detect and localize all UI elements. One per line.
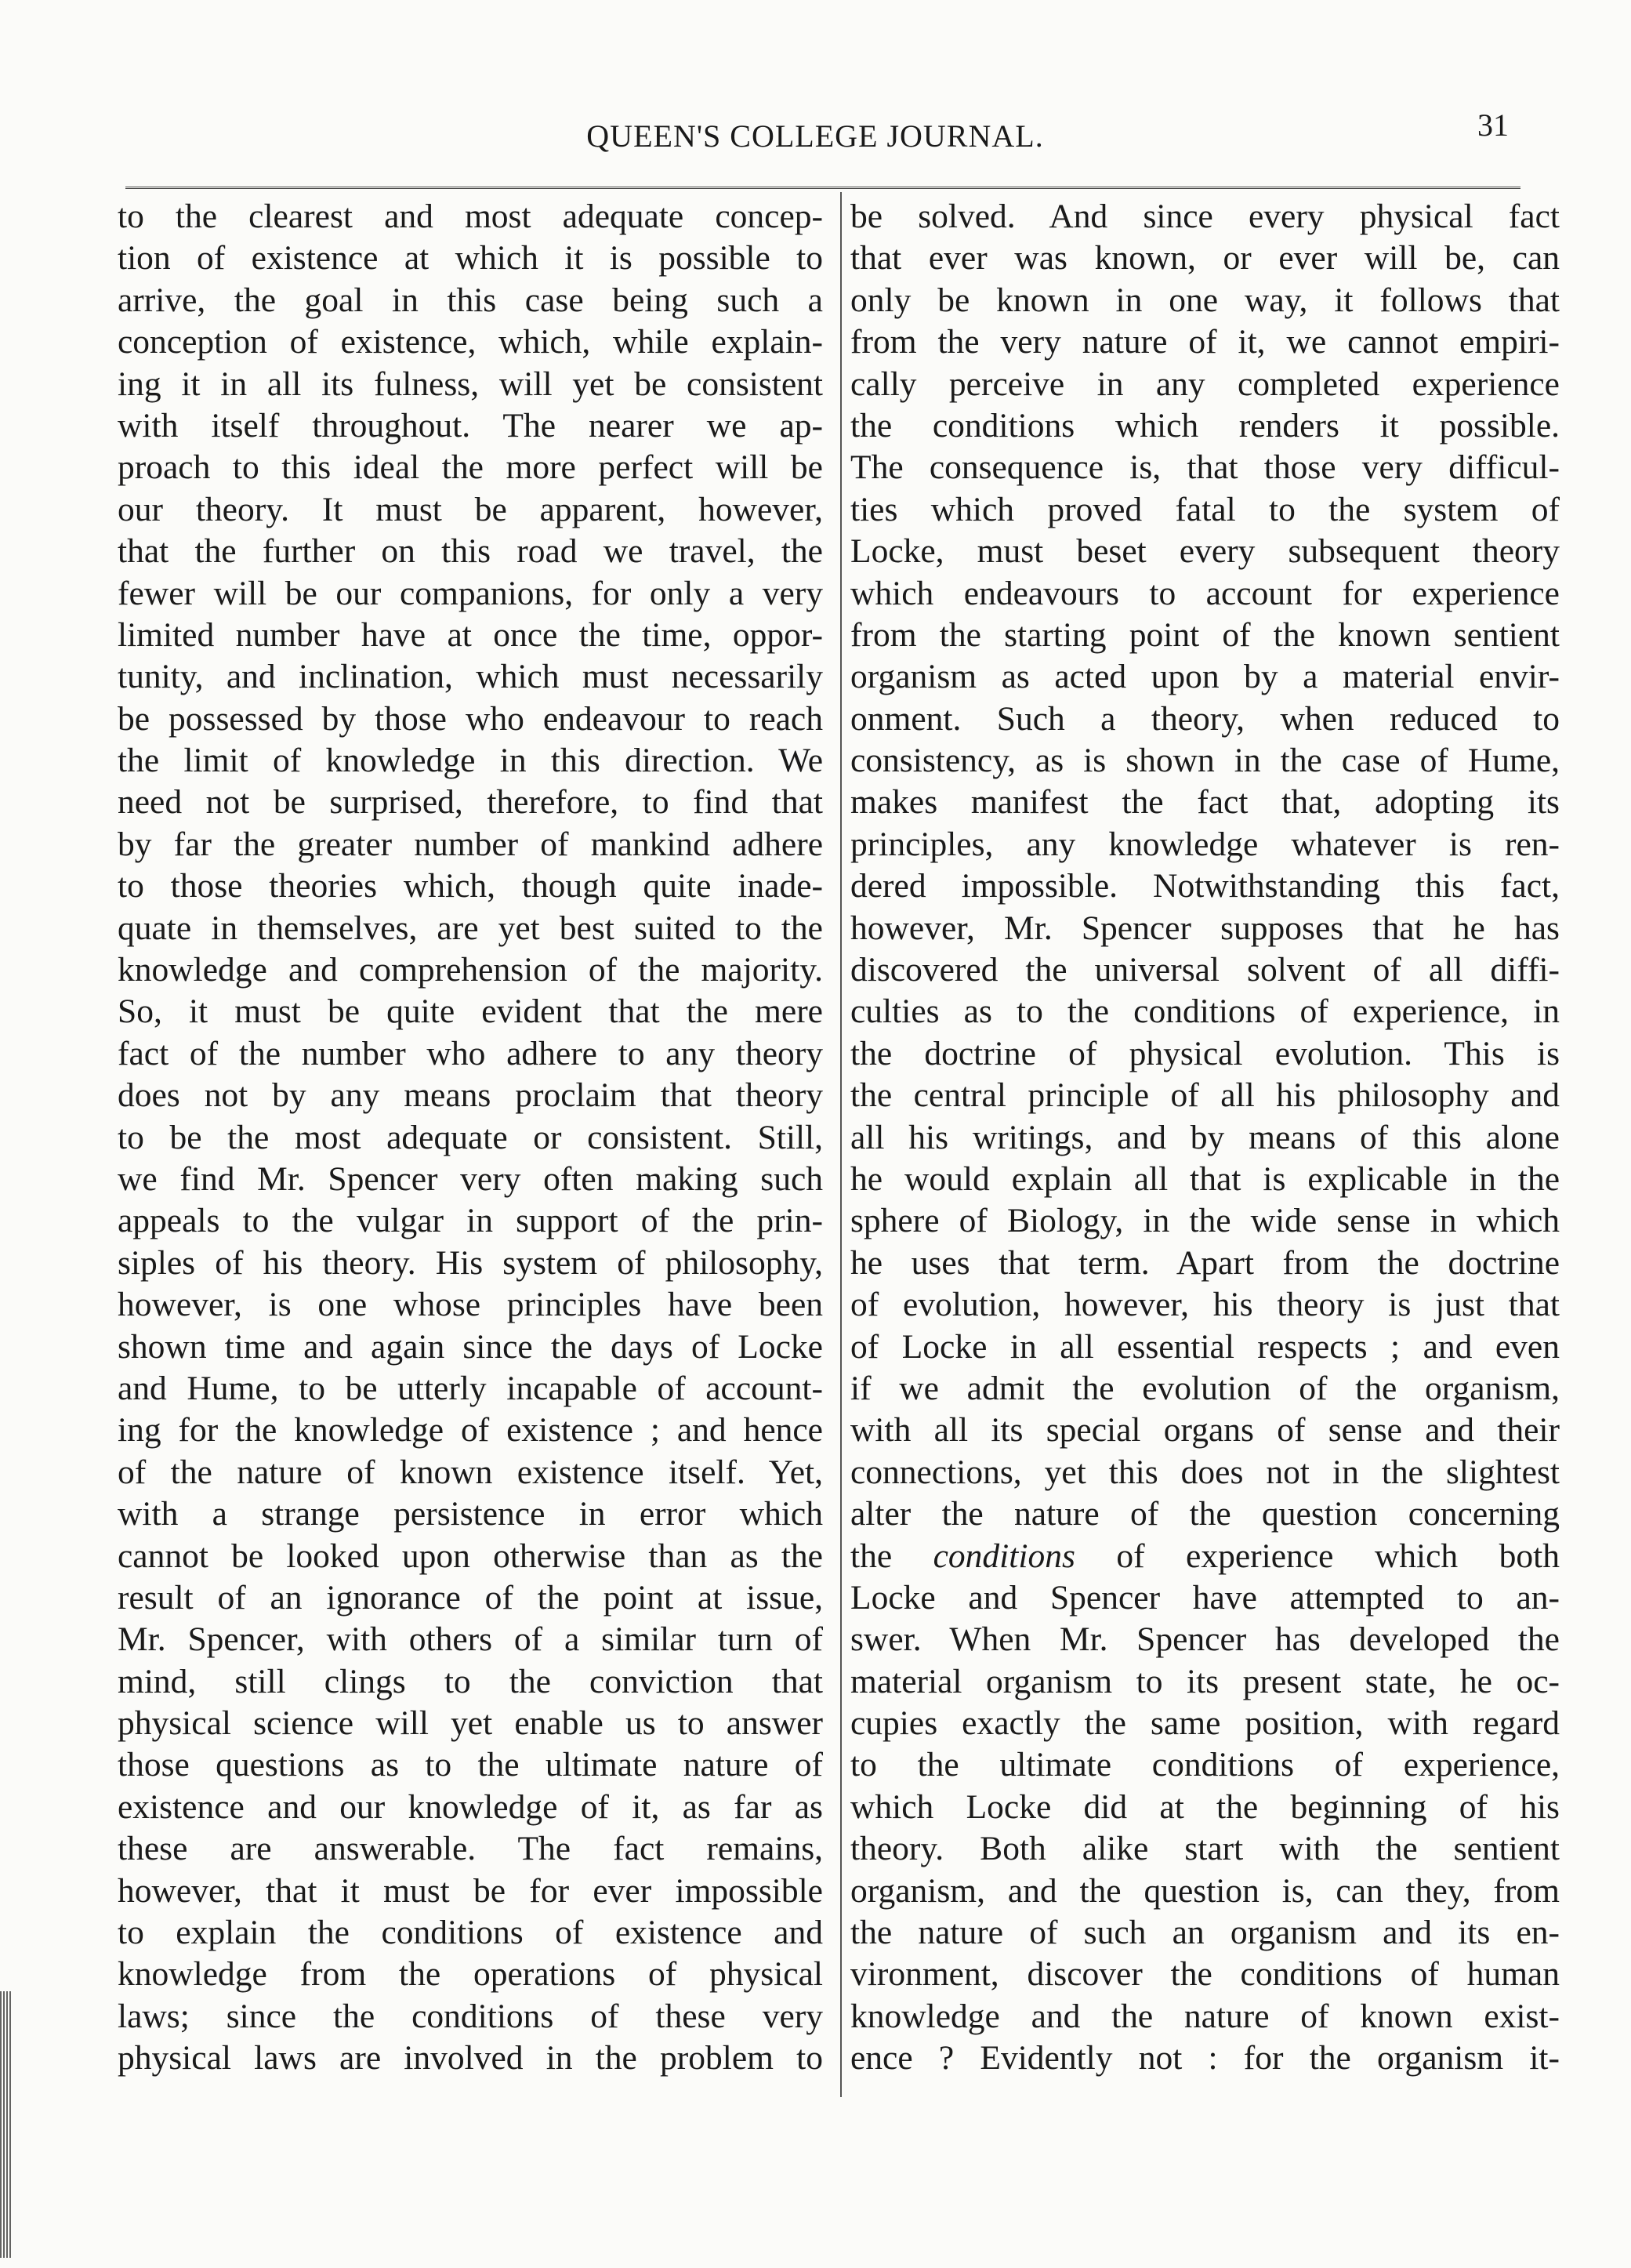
- text-line: with itself throughout. The nearer we ap-: [118, 406, 823, 445]
- text-line: siples of his theory. His system of philosophy,: [118, 1243, 823, 1282]
- text-line: he uses that term. Apart from the doctrine: [850, 1243, 1560, 1282]
- text-line: from the starting point of the known sentient: [850, 615, 1560, 654]
- text-line: Locke and Spencer have attempted to an-: [850, 1578, 1560, 1617]
- text-line: cannot be looked upon otherwise than as the: [118, 1537, 823, 1575]
- text-line: however, is one whose principles have been: [118, 1286, 823, 1324]
- text-line: makes manifest the fact that, adopting its: [850, 783, 1560, 822]
- text-line: appeals to the vulgar in support of the prin-: [118, 1202, 823, 1240]
- text-line: cally perceive in any completed experience: [850, 365, 1560, 403]
- text-line: the nature of such an organism and its en-: [850, 1914, 1560, 1952]
- text-line: need not be surprised, therefore, to find that: [118, 783, 823, 822]
- text-line: The consequence is, that those very difficul-: [850, 448, 1560, 487]
- text-line: however, that it must be for ever impossible: [118, 1871, 823, 1910]
- text-line-with-italic: the conditions of experience which both: [850, 1537, 1560, 1575]
- text-line: principles, any knowledge whatever is ren-: [850, 825, 1560, 863]
- text-line: be solved. And since every physical fact: [850, 198, 1560, 235]
- text-line: existence and our knowledge of it, as far as: [118, 1787, 823, 1826]
- left-column: [118, 196, 823, 2080]
- text-line: these are answerable. The fact remains,: [118, 1830, 823, 1868]
- text-line: ties which proved fatal to the system of: [850, 490, 1560, 528]
- text-line: those questions as to the ultimate nature of: [118, 1746, 823, 1784]
- text-line: with all its special organs of sense and their: [850, 1411, 1560, 1450]
- text-line: that the further on this road we travel, the: [118, 532, 823, 571]
- text-line: to explain the conditions of existence and: [118, 1914, 823, 1952]
- text-line: limited number have at once the time, oppor-: [118, 615, 823, 654]
- text-line: we find Mr. Spencer very often making such: [118, 1159, 823, 1198]
- text-line: only be known in one way, it follows that: [850, 281, 1560, 319]
- text-line: discovered the universal solvent of all diffi-: [850, 951, 1560, 989]
- text-line: quate in themselves, are yet best suited to the: [118, 909, 823, 947]
- text-line: the conditions which renders it possible.: [850, 406, 1560, 445]
- text-line: with a strange persistence in error which: [118, 1495, 823, 1533]
- text-line: vironment, discover the conditions of human: [850, 1955, 1560, 1994]
- text-line: onment. Such a theory, when reduced to: [850, 699, 1560, 738]
- text-line: knowledge and the nature of known exist-: [850, 1997, 1560, 2035]
- text-line: of Locke in all essential respects ; and even: [850, 1327, 1560, 1366]
- text-line: physical laws are involved in the problem to: [118, 2039, 823, 2077]
- text-line: theory. Both alike start with the sentient: [850, 1830, 1560, 1868]
- text-line: laws; since the conditions of these very: [118, 1997, 823, 2035]
- text-line: by far the greater number of mankind adhere: [118, 825, 823, 863]
- text-line: organism as acted upon by a material envir-: [850, 658, 1560, 696]
- text-line: ing it in all its fulness, will yet be consistent: [118, 365, 823, 403]
- text-line: he would explain all that is explicable in the: [850, 1159, 1560, 1198]
- text-line: to the clearest and most adequate concep-: [118, 198, 823, 235]
- text-line: So, it must be quite evident that the mere: [118, 992, 823, 1031]
- text-line: conception of existence, which, while explain-: [118, 323, 823, 361]
- text-line: material organism to its present state, he oc-: [850, 1662, 1560, 1700]
- running-head: QUEEN'S COLLEGE JOURNAL.: [586, 118, 1044, 154]
- text-line: mind, still clings to the conviction that: [118, 1662, 823, 1700]
- text-line: connections, yet this does not in the slightest: [850, 1453, 1560, 1491]
- text-line: be possessed by those who endeavour to reach: [118, 699, 823, 738]
- italic-conditions: conditions: [933, 1537, 1075, 1575]
- text-line: sphere of Biology, in the wide sense in which: [850, 1202, 1560, 1240]
- text-line: fewer will be our companions, for only a very: [118, 574, 823, 612]
- text-line: dered impossible. Notwithstanding this fact,: [850, 867, 1560, 905]
- text-line: proach to this ideal the more perfect will be: [118, 448, 823, 487]
- text-line: the limit of knowledge in this direction. We: [118, 742, 823, 780]
- column-rule: [840, 192, 842, 2097]
- text-line: Locke, must beset every subsequent theory: [850, 532, 1560, 571]
- text-line: swer. When Mr. Spencer has developed the: [850, 1620, 1560, 1659]
- text-line: the central principle of all his philosophy and: [850, 1076, 1560, 1115]
- text-line: arrive, the goal in this case being such a: [118, 281, 823, 319]
- text-line: of the nature of known existence itself. Yet,: [118, 1453, 823, 1491]
- text-line: and Hume, to be utterly incapable of account-: [118, 1369, 823, 1407]
- text-line: the doctrine of physical evolution. This is: [850, 1034, 1560, 1072]
- text-line: ing for the knowledge of existence ; and hence: [118, 1411, 823, 1450]
- text-line: ence ? Evidently not : for the organism it-: [850, 2039, 1560, 2077]
- text-line: culties as to the conditions of experience, in: [850, 992, 1560, 1031]
- text-line: cupies exactly the same position, with regard: [850, 1704, 1560, 1743]
- text-line: Mr. Spencer, with others of a similar turn of: [118, 1620, 823, 1659]
- text-line: that ever was known, or ever will be, can: [850, 239, 1560, 278]
- text-line: organism, and the question is, can they, from: [850, 1871, 1560, 1910]
- text-line: does not by any means proclaim that theory: [118, 1076, 823, 1115]
- text-line: of evolution, however, his theory is just that: [850, 1286, 1560, 1324]
- text-line: consistency, as is shown in the case of Hume,: [850, 742, 1560, 780]
- text-line: knowledge and comprehension of the majority.: [118, 951, 823, 989]
- text-line: which Locke did at the beginning of his: [850, 1787, 1560, 1826]
- text-line: tunity, and inclination, which must necessarily: [118, 658, 823, 696]
- page-number: 31: [1477, 107, 1509, 143]
- right-column: [850, 196, 1560, 2080]
- header-rule: [125, 187, 1520, 189]
- text-line: our theory. It must be apparent, however,: [118, 490, 823, 528]
- text-line: result of an ignorance of the point at issue,: [118, 1578, 823, 1617]
- text-line: tion of existence at which it is possible to: [118, 239, 823, 278]
- text-line: shown time and again since the days of Locke: [118, 1327, 823, 1366]
- text-line: to those theories which, though quite inade-: [118, 867, 823, 905]
- binding-edge-marks: [0, 1991, 11, 2258]
- text-line: which endeavours to account for experience: [850, 574, 1560, 612]
- text-line: all his writings, and by means of this alone: [850, 1118, 1560, 1156]
- text-line: alter the nature of the question concerning: [850, 1495, 1560, 1533]
- text-line: to be the most adequate or consistent. Still,: [118, 1118, 823, 1156]
- text-line: however, Mr. Spencer supposes that he has: [850, 909, 1560, 947]
- text-line: to the ultimate conditions of experience,: [850, 1746, 1560, 1784]
- text-line: physical science will yet enable us to answer: [118, 1704, 823, 1743]
- text-line: if we admit the evolution of the organism,: [850, 1369, 1560, 1407]
- text-line: knowledge from the operations of physical: [118, 1955, 823, 1994]
- text-line: fact of the number who adhere to any theory: [118, 1034, 823, 1072]
- text-line: from the very nature of it, we cannot empiri-: [850, 323, 1560, 361]
